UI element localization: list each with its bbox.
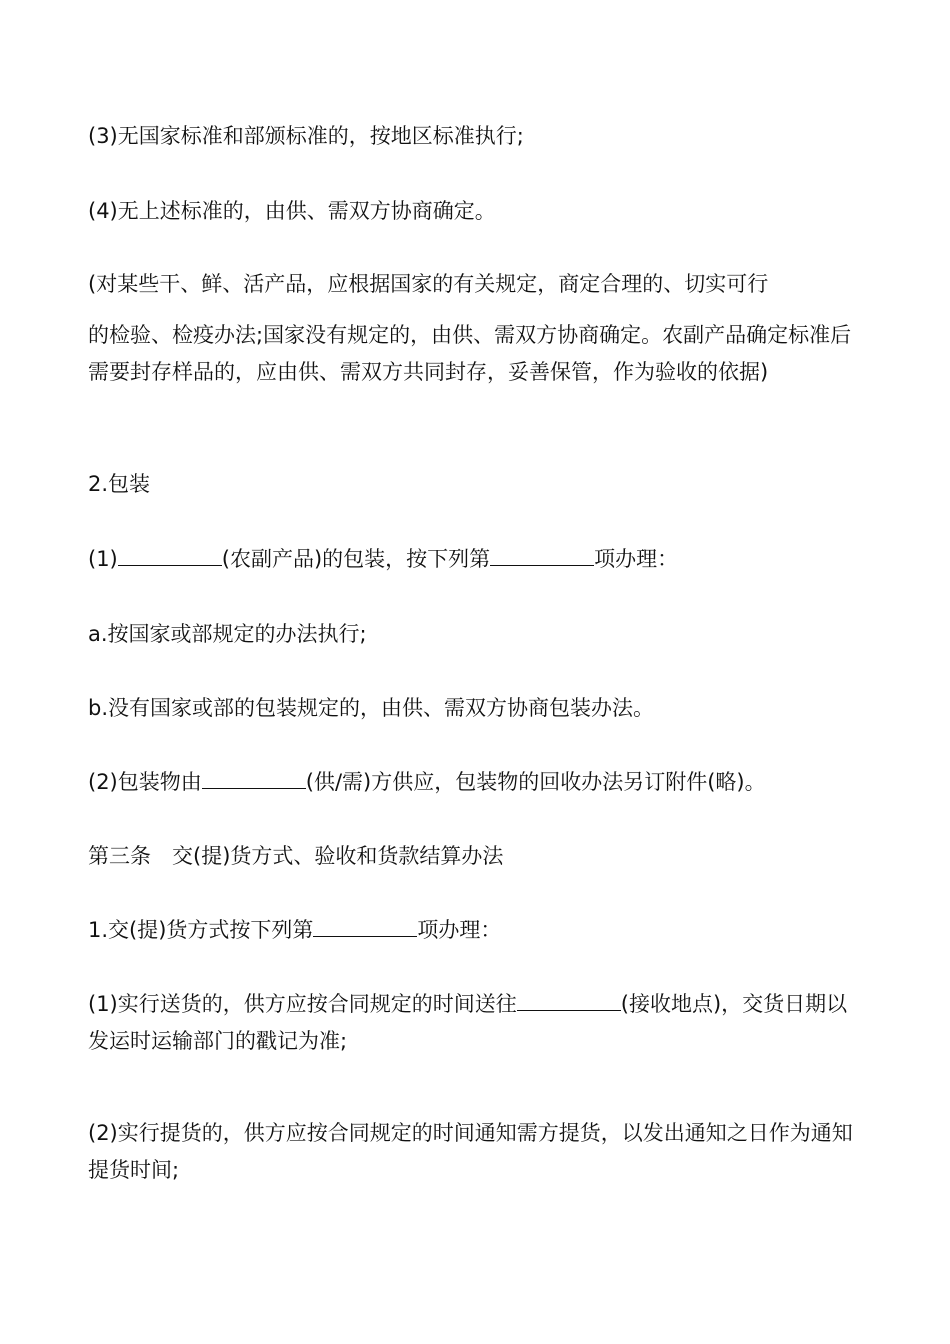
paragraph-packaging-b [88,690,864,727]
paragraph-note-line1 [88,266,864,303]
paragraph-text: 的检验、检疫办法;国家没有规定的，由供、需双方协商确定。农副产品确定标准后需要封存样品的，应由供、需双方共同封存，妥善保管，作为验收的依据) [88,323,852,384]
paragraph-text: (3)无国家标准和部颁标准的，按地区标准执行; [88,124,524,148]
paragraph-text: b.没有国家或部的包装规定的，由供、需双方协商包装办法。 [88,696,655,720]
paragraph-text: (供/需)方供应，包装物的回收办法另订附件(略)。 [305,770,766,794]
fill-blank-item-number[interactable] [490,543,594,566]
fill-blank-supplier[interactable] [202,766,306,789]
paragraph-text: 1.交(提)货方式按下列第 [88,918,314,942]
paragraph-text: (1)实行送货的，供方应按合同规定的时间送往 [88,992,517,1016]
fill-blank-product[interactable] [118,543,222,566]
paragraph-text: a.按国家或部规定的办法执行; [88,622,367,646]
paragraph-packaging-a [88,616,864,653]
heading-text: 2.包装 [88,472,151,496]
paragraph-delivery-option-2 [88,1115,864,1189]
paragraph-text: 项办理： [594,547,679,571]
paragraph-text: 项办理： [417,918,502,942]
paragraph-packaging-2 [88,764,864,801]
heading-packaging [88,466,864,503]
paragraph-note-rest [88,317,864,391]
paragraph-text: (1) [88,547,118,571]
paragraph-text: (接收地点)，交货日期以发运时运输部门的戳记为准; [88,992,848,1053]
paragraph-text: (2)包装物由 [88,770,202,794]
paragraph-packaging-1 [88,541,864,578]
paragraph-delivery-1 [88,912,864,949]
paragraph-text: (农副产品)的包装，按下列第 [221,547,491,571]
paragraph-text: (对某些干、鲜、活产品，应根据国家的有关规定，商定合理的、切实可行 [88,272,769,296]
fill-blank-delivery-item[interactable] [313,914,417,937]
paragraph-text: (4)无上述标准的，由供、需双方协商确定。 [88,199,496,223]
paragraph-text: (2)实行提货的，供方应按合同规定的时间通知需方提货，以发出通知之日作为通知提货时间; [88,1121,853,1182]
heading-text: 第三条 交(提)货方式、验收和货款结算办法 [88,844,504,868]
paragraph-delivery-option-1 [88,986,864,1060]
fill-blank-receiving-location[interactable] [517,988,621,1011]
paragraph-standard-3 [88,118,864,155]
heading-article-3 [88,838,864,875]
paragraph-standard-4 [88,193,864,230]
